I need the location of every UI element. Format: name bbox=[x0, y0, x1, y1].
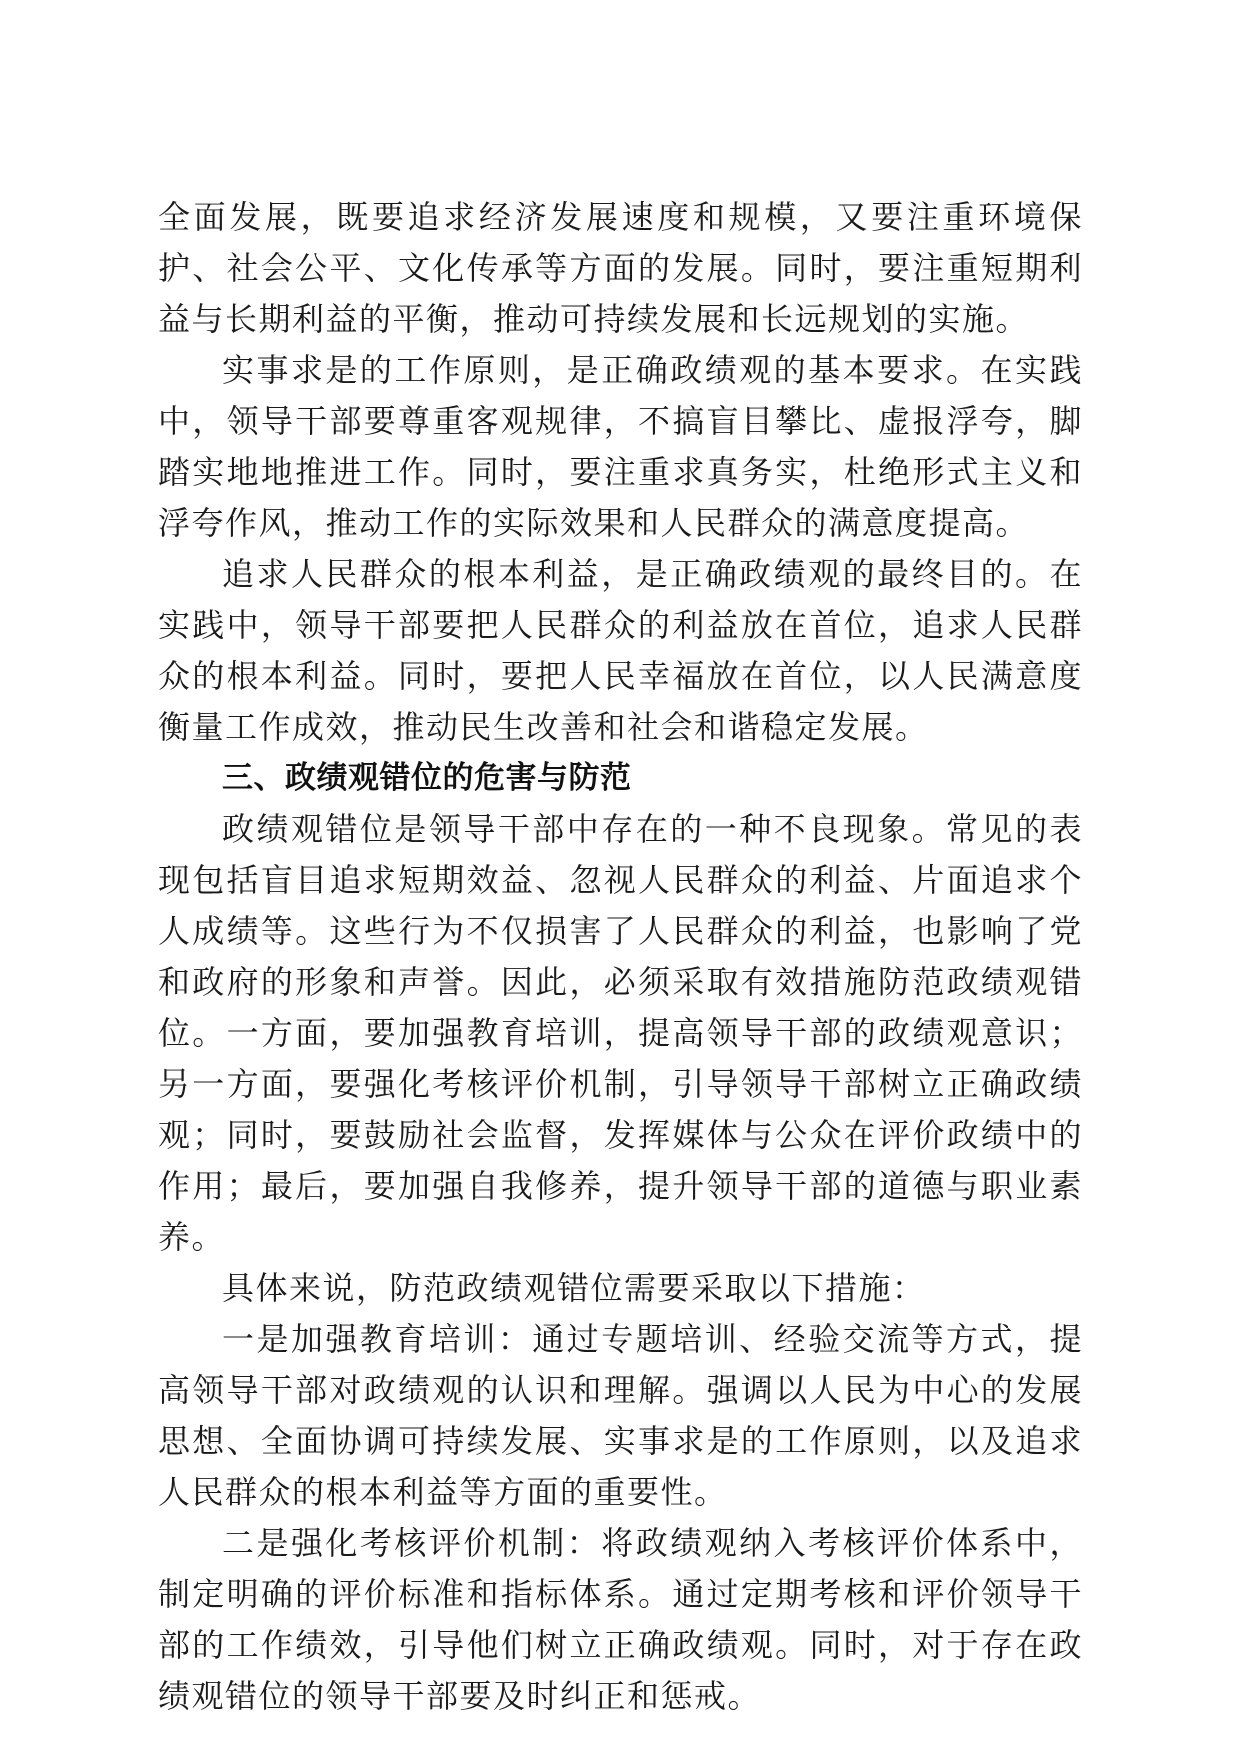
paragraph-people-interest: 追求人民群众的根本利益，是正确政绩观的最终目的。在实践中，领导干部要把人民群众的利益放在首位，追求人民群众的根本利益。同时，要把人民幸福放在首位，以人民满意度衡量工作成效，推动民生改善和社会和谐稳定发展。 bbox=[158, 555, 1083, 746]
section-heading: 三、政绩观错位的危害与防范 bbox=[222, 760, 632, 796]
paragraph-measure-education: 一是加强教育培训：通过专题培训、经验交流等方式，提高领导干部对政绩观的认识和理解。强调以人民为中心的发展思想、全面协调可持续发展、实事求是的工作原则，以及追求人民群众的根本利益等方面的重要性。 bbox=[158, 1320, 1083, 1511]
paragraph-continuation: 全面发展，既要追求经济发展速度和规模，又要注重环境保护、社会公平、文化传承等方面的发展。同时，要注重短期利益与长期利益的平衡，推动可持续发展和长远规划的实施。 bbox=[158, 198, 1083, 338]
paragraph-measure-assessment: 二是强化考核评价机制：将政绩观纳入考核评价体系中，制定明确的评价标准和指标体系。通过定期考核和评价领导干部的工作绩效，引导他们树立正确政绩观。同时，对于存在政绩观错位的领导干部要及时纠正和惩戒。 bbox=[158, 1524, 1083, 1715]
paragraph-measures-intro: 具体来说，防范政绩观错位需要采取以下措施： bbox=[222, 1269, 926, 1307]
document-body bbox=[158, 192, 1083, 1722]
paragraph-misplacement-harm: 政绩观错位是领导干部中存在的一种不良现象。常见的表现包括盲目追求短期效益、忽视人民群众的利益、片面追求个人成绩等。这些行为不仅损害了人民群众的利益，也影响了党和政府的形象和声誉。因此，必须采取有效措施防范政绩观错位。一方面，要加强教育培训，提高领导干部的政绩观意识；另一方面，要强化考核评价机制，引导领导干部树立正确政绩观；同时，要鼓励社会监督，发挥媒体与公众在评价政绩中的作用；最后，要加强自我修养，提升领导干部的道德与职业素养。 bbox=[158, 810, 1083, 1256]
paragraph-realistic-principle: 实事求是的工作原则，是正确政绩观的基本要求。在实践中，领导干部要尊重客观规律，不搞盲目攀比、虚报浮夸，脚踏实地地推进工作。同时，要注重求真务实，杜绝形式主义和浮夸作风，推动工作的实际效果和人民群众的满意度提高。 bbox=[158, 351, 1083, 542]
